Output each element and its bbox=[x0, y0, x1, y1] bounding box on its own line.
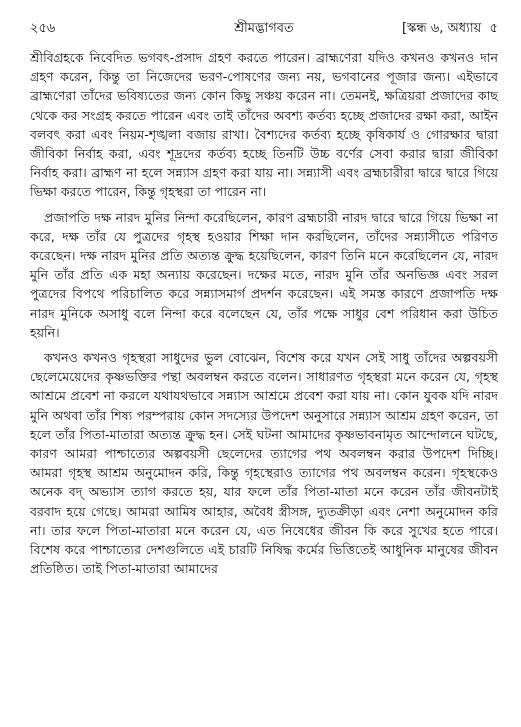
paragraph: প্রজাপতি দক্ষ নারদ মুনির নিন্দা করেছিলেন, কারণ ব্রহ্মচারী নারদ দ্বারে দ্বারে গিয়ে ভিক্ষা না করে, দক্ষ তাঁর যে পুত্রদের গৃহস্থ হওয়ার শিক্ষা দান করছিলেন, তাঁদের সন্ন্যাসীতে পরিণত করেছেন। দক্ষ নারদ মুনির প্রতি অত্যন্ত ক্রুদ্ধ হয়েছিলেন, কারণ তিনি মনে করেছিলেন যে, নারদ মুনি তাঁর প্রতি এক মহা অন্যায় করেছেন। দক্ষের মতে, নারদ মুনি তাঁর অনভিজ্ঞ এবং সরল পুত্রদের বিপথে পরিচালিত করে সন্ন্যাসমার্গ প্রদর্শন করেছেন। এই সমস্ত কারণে প্রজাপতি দক্ষ নারদ মুনিকে অসাধু বলে নিন্দা করে বলেছেন যে, তাঁর পক্ষে সাধুর বেশ পরিধান করা উচিত হয়নি। bbox=[30, 209, 498, 340]
book-page bbox=[30, 14, 498, 714]
paragraph: কখনও কখনও গৃহস্থরা সাধুদের ভুল বোঝেন, বিশেষ করে যখন সেই সাধু তাঁদের অল্পবয়সী ছেলেমেয়েদের কৃষ্ণভক্তির পন্থা অবলম্বন করতে বলেন। সাধারণত গৃহস্থরা মনে করেন যে, গৃহস্থ আশ্রমে প্রবেশ না করলে যথাযথভাবে সন্ন্যাস আশ্রমে প্রবেশ করা যায় না। কোন যুবক যদি নারদ মুনি অথবা তাঁর শিষ্য পরম্পরায় কোন সদস্যের উপদেশ অনুসারে সন্ন্যাস আশ্রম গ্রহণ করেন, তা হলে তাঁর পিতা-মাতারা অত্যন্ত ক্রুদ্ধ হন। সেই ঘটনা আমাদের কৃষ্ণভাবনামৃত আন্দোলনে ঘটছে, কারণ আমরা পাশ্চাত্যের অল্পবয়সী ছেলেদের ত্যাগের পথ অবলম্বন করার উপদেশ দিচ্ছি। আমরা গৃহস্থ আশ্রম অনুমোদন করি, কিন্তু গৃহস্থেরাও ত্যাগের পথ অবলম্বন করেন। গৃহস্থকেও অনেক বদ্‌ অভ্যাস ত্যাগ করতে হয়, যার ফলে তাঁর পিতা-মাতা মনে করেন তাঁর জীবনটাই বরবাদ হয়ে গেছে। আমরা আমিষ আহার, অবৈধ স্ত্রীসঙ্গ, দ্যুতক্রীড়া এবং নেশা অনুমোদন করি না। তার ফলে পিতা-মাতারা মনে করেন যে, এত নিষেধের জীবন কি করে সুখের হতে পারে। বিশেষ করে পাশ্চাত্যের দেশগুলিতে এই চারটি নিষিদ্ধ কর্মের ভিত্তিতেই আধুনিক মানুষের জীবন প্রতিষ্ঠিত। তাই পিতা-মাতারা আমাদের bbox=[30, 350, 499, 577]
book-title: শ্রীমদ্ভাগবত bbox=[234, 21, 294, 36]
running-header bbox=[30, 14, 498, 44]
paragraph: শ্রীবিগ্রহকে নিবেদিত ভগবৎ-প্রসাদ গ্রহণ করতে পারেন। ব্রাহ্মণেরা যদিও কখনও কখনও দান গ্রহণ করেন, কিন্তু তা নিজেদের ভরণ-পোষণের জন্য নয়, ভগবানের পূজার জন্য। এইভাবে ব্রাহ্মণেরা তাঁদের ভবিষ্যতের জন্য কোন কিছু সঞ্চয় করেন না। তেমনই, ক্ষত্রিয়রা প্রজাদের কাছ থেকে কর সংগ্রহ করতে পারেন এবং তাই তাঁদের অবশ্য কর্তব্য হচ্ছে প্রজাদের রক্ষা করা, আইন বলবৎ করা এবং নিয়ম-শৃঙ্খলা বজায় রাখা। বৈশ্যদের কর্তব্য হচ্ছে কৃষিকার্য ও গোরক্ষার দ্বারা জীবিকা নির্বাহ করা, এবং শূদ্রদের কর্তব্য হচ্ছে তিনটি উচ্চ বর্ণের সেবা করার দ্বারা জীবিকা নির্বাহ করা। ব্রাহ্মণ না হলে সন্ন্যাস গ্রহণ করা যায় না। সন্ন্যাসী এবং ব্রহ্মচারীরা দ্বারে দ্বারে গিয়ে ভিক্ষা করতে পারেন, কিন্তু গৃহস্থরা তা পারেন না। bbox=[30, 50, 499, 200]
chapter-reference: [স্কন্ধ ৬, অধ্যায় ৫ bbox=[401, 21, 498, 36]
page-number: ২৫৬ bbox=[30, 21, 56, 36]
body-text bbox=[30, 48, 498, 578]
